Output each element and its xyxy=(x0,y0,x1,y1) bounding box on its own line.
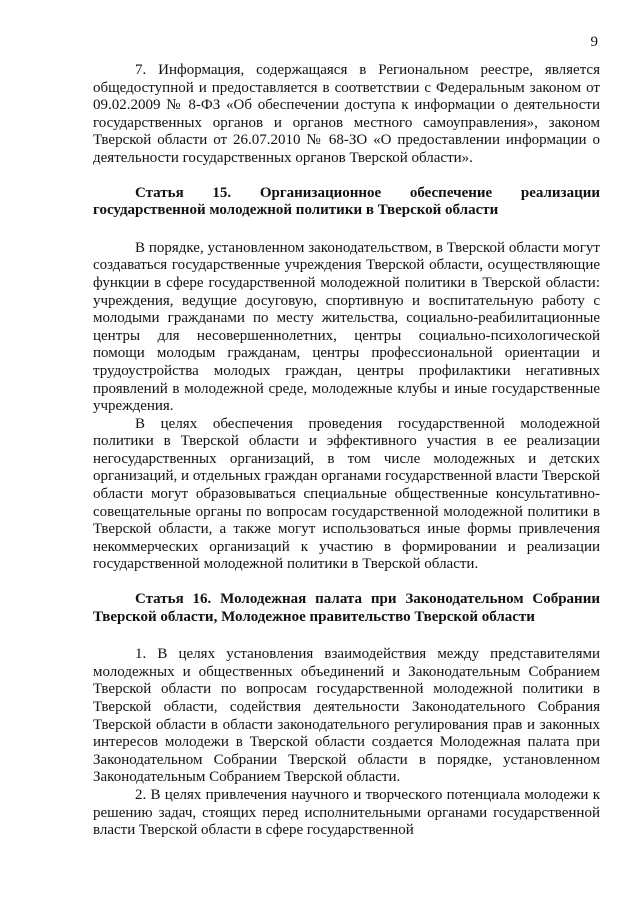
article-16-heading: Статья 16. Молодежная палата при Законодательном Собрании Тверской области, Молодежное правительство Тверской области xyxy=(93,591,600,625)
paragraph-scientific-potential: 2. В целях привлечения научного и творческого потенциала молодежи к решению задач, стоящих перед исполнительными органами государственной власти Тверской области в сфере государственной xyxy=(93,786,600,839)
paragraph-info-register: 7. Информация, содержащаяся в Региональном реестре, является общедоступной и предоставляется в соответствии с Федеральным законом от 09.02.2009 № 8-ФЗ «Об обеспечении доступа к информации о деятельности государственных органов и органов местного самоуправления», законом Тверской области от 26.07.2010 № 68-ЗО «О предоставлении информации о деятельности государственных органов Тверской области». xyxy=(93,62,600,166)
page-number: 9 xyxy=(590,34,598,50)
paragraph-youth-chamber: 1. В целях установления взаимодействия между представителями молодежных и общественных объединений и Законодательным Собранием Тверской области по вопросам государственной молодежной политики в Тверской области, содействия деятельности Законодательного Собрания Тверской области в области законодательного регулирования прав и законных интересов молодежи в Тверской области создается Молодежная палата при Законодательном Собрании Тверской области в порядке, установленном Законодательным Собранием Тверской области. xyxy=(93,646,600,786)
article-15-heading: Статья 15. Организационное обеспечение реализации государственной молодежной политики в Тверской области xyxy=(93,184,600,219)
paragraph-advisory-bodies: В целях обеспечения проведения государственной молодежной политики в Тверской области и эффективного участия в ее реализации негосударственных организаций, в том числе молодежных и детских организаций, и отдельных граждан органами государственной власти Тверской области могут образовываться специальные общественные консультативно-совещательные органы по вопросам государственной молодежной политики в Тверской области, а также могут использоваться иные формы привлечения некоммерческих организаций к участию в формировании и реализации государственной молодежной политики в Тверской области. xyxy=(93,415,600,573)
document-body xyxy=(93,62,600,840)
paragraph-state-institutions: В порядке, установленном законодательством, в Тверской области могут создаваться государственные учреждения Тверской области, осуществляющие функции в сфере государственной молодежной политики в Тверской области: учреждения, ведущие досуговую, спортивную и воспитательную работу с молодыми гражданами по месту жительства, социально-реабилитационные центры для несовершеннолетних, центры социально-психологической помощи молодым гражданам, центры профессиональной ориентации и трудоустройства молодых граждан, центры профилактики негативных проявлений в молодежной среде, молодежные клубы и иные государственные учреждения. xyxy=(93,239,600,415)
